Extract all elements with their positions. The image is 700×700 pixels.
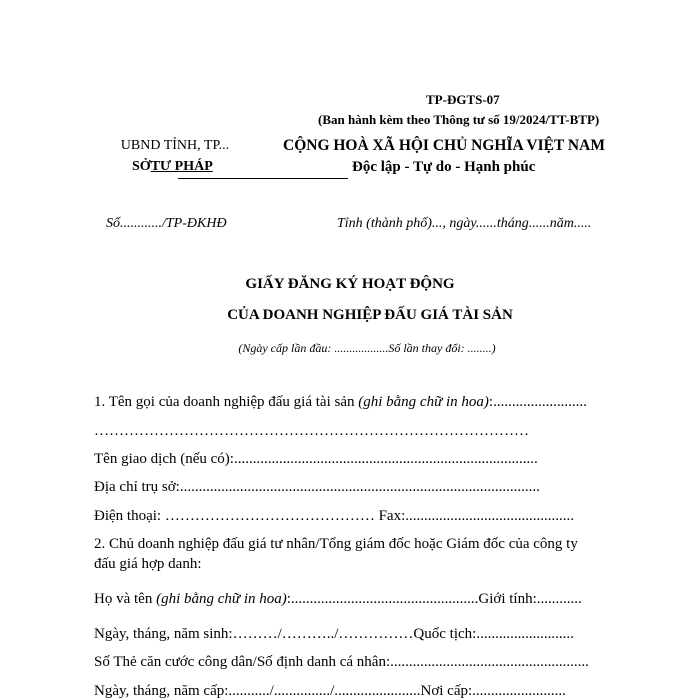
field-issue-date: Ngày, tháng, năm cấp:.........../.............../.......................Nơi cấp:......................... (94, 683, 566, 699)
field-trade-name: Tên giao dịch (nếu có):................................................................................. (94, 451, 538, 467)
field-phone-fax: Điện thoại: …………………………………… Fax:............................................. (94, 508, 574, 524)
authority-line2 (132, 159, 213, 175)
document-title-line2: CỦA DOANH NGHIỆP ĐẤU GIÁ TÀI SẢN (227, 307, 513, 323)
authority-underlined: TƯ PHÁP (150, 159, 213, 174)
document-title-line1: GIẤY ĐĂNG KÝ HOẠT ĐỘNG (245, 276, 455, 292)
nation-motto: Độc lập - Tự do - Hạnh phúc (352, 159, 536, 175)
field-id-number: Số Thẻ căn cước công dân/Số định danh cá nhân:..................................................... (94, 654, 589, 670)
field-enterprise-name (94, 394, 587, 411)
field-address: Địa chỉ trụ sở:................................................................................................ (94, 479, 540, 495)
section2-line2: đấu giá hợp danh: (94, 556, 202, 572)
field-fullname (94, 591, 582, 608)
document-number: Số............/TP-ĐKHĐ (106, 216, 227, 231)
fullname-label: Họ và tên (94, 591, 157, 607)
field-enterprise-name-continuation: …………………………………………………………………………… (94, 423, 529, 439)
fullname-hint: (ghi bằng chữ in hoa) (156, 591, 287, 607)
field-date-of-birth: Ngày, tháng, năm sinh:………/………../……………Quốc tịch:.......................... (94, 626, 574, 642)
form-issued-with: (Ban hành kèm theo Thông tư số 19/2024/TT-BTP) (318, 112, 600, 127)
section2-line1: 2. Chủ doanh nghiệp đấu giá tư nhân/Tổng giám đốc hoặc Giám đốc của công ty (94, 536, 578, 552)
place-date: Tỉnh (thành phố)..., ngày......tháng......năm..... (337, 216, 592, 231)
authority-line1: UBND TỈNH, TP... (120, 138, 230, 153)
fullname-rest: :..................................................Giới tính:............ (286, 591, 582, 607)
nation-title: CỘNG HOÀ XÃ HỘI CHỦ NGHĨA VIỆT NAM (283, 137, 605, 154)
authority-prefix: SỞ (132, 159, 151, 174)
header-underline (178, 178, 348, 179)
enterprise-name-label: 1. Tên gọi của doanh nghiệp đấu giá tài sản (94, 394, 359, 410)
enterprise-name-dots: :......................... (488, 394, 587, 410)
form-code: TP-ĐGTS-07 (426, 92, 500, 107)
title-note: (Ngày cấp lần đầu: ..................Số lần thay đổi: ........) (238, 341, 496, 355)
enterprise-name-hint: (ghi bằng chữ in hoa) (358, 394, 489, 410)
